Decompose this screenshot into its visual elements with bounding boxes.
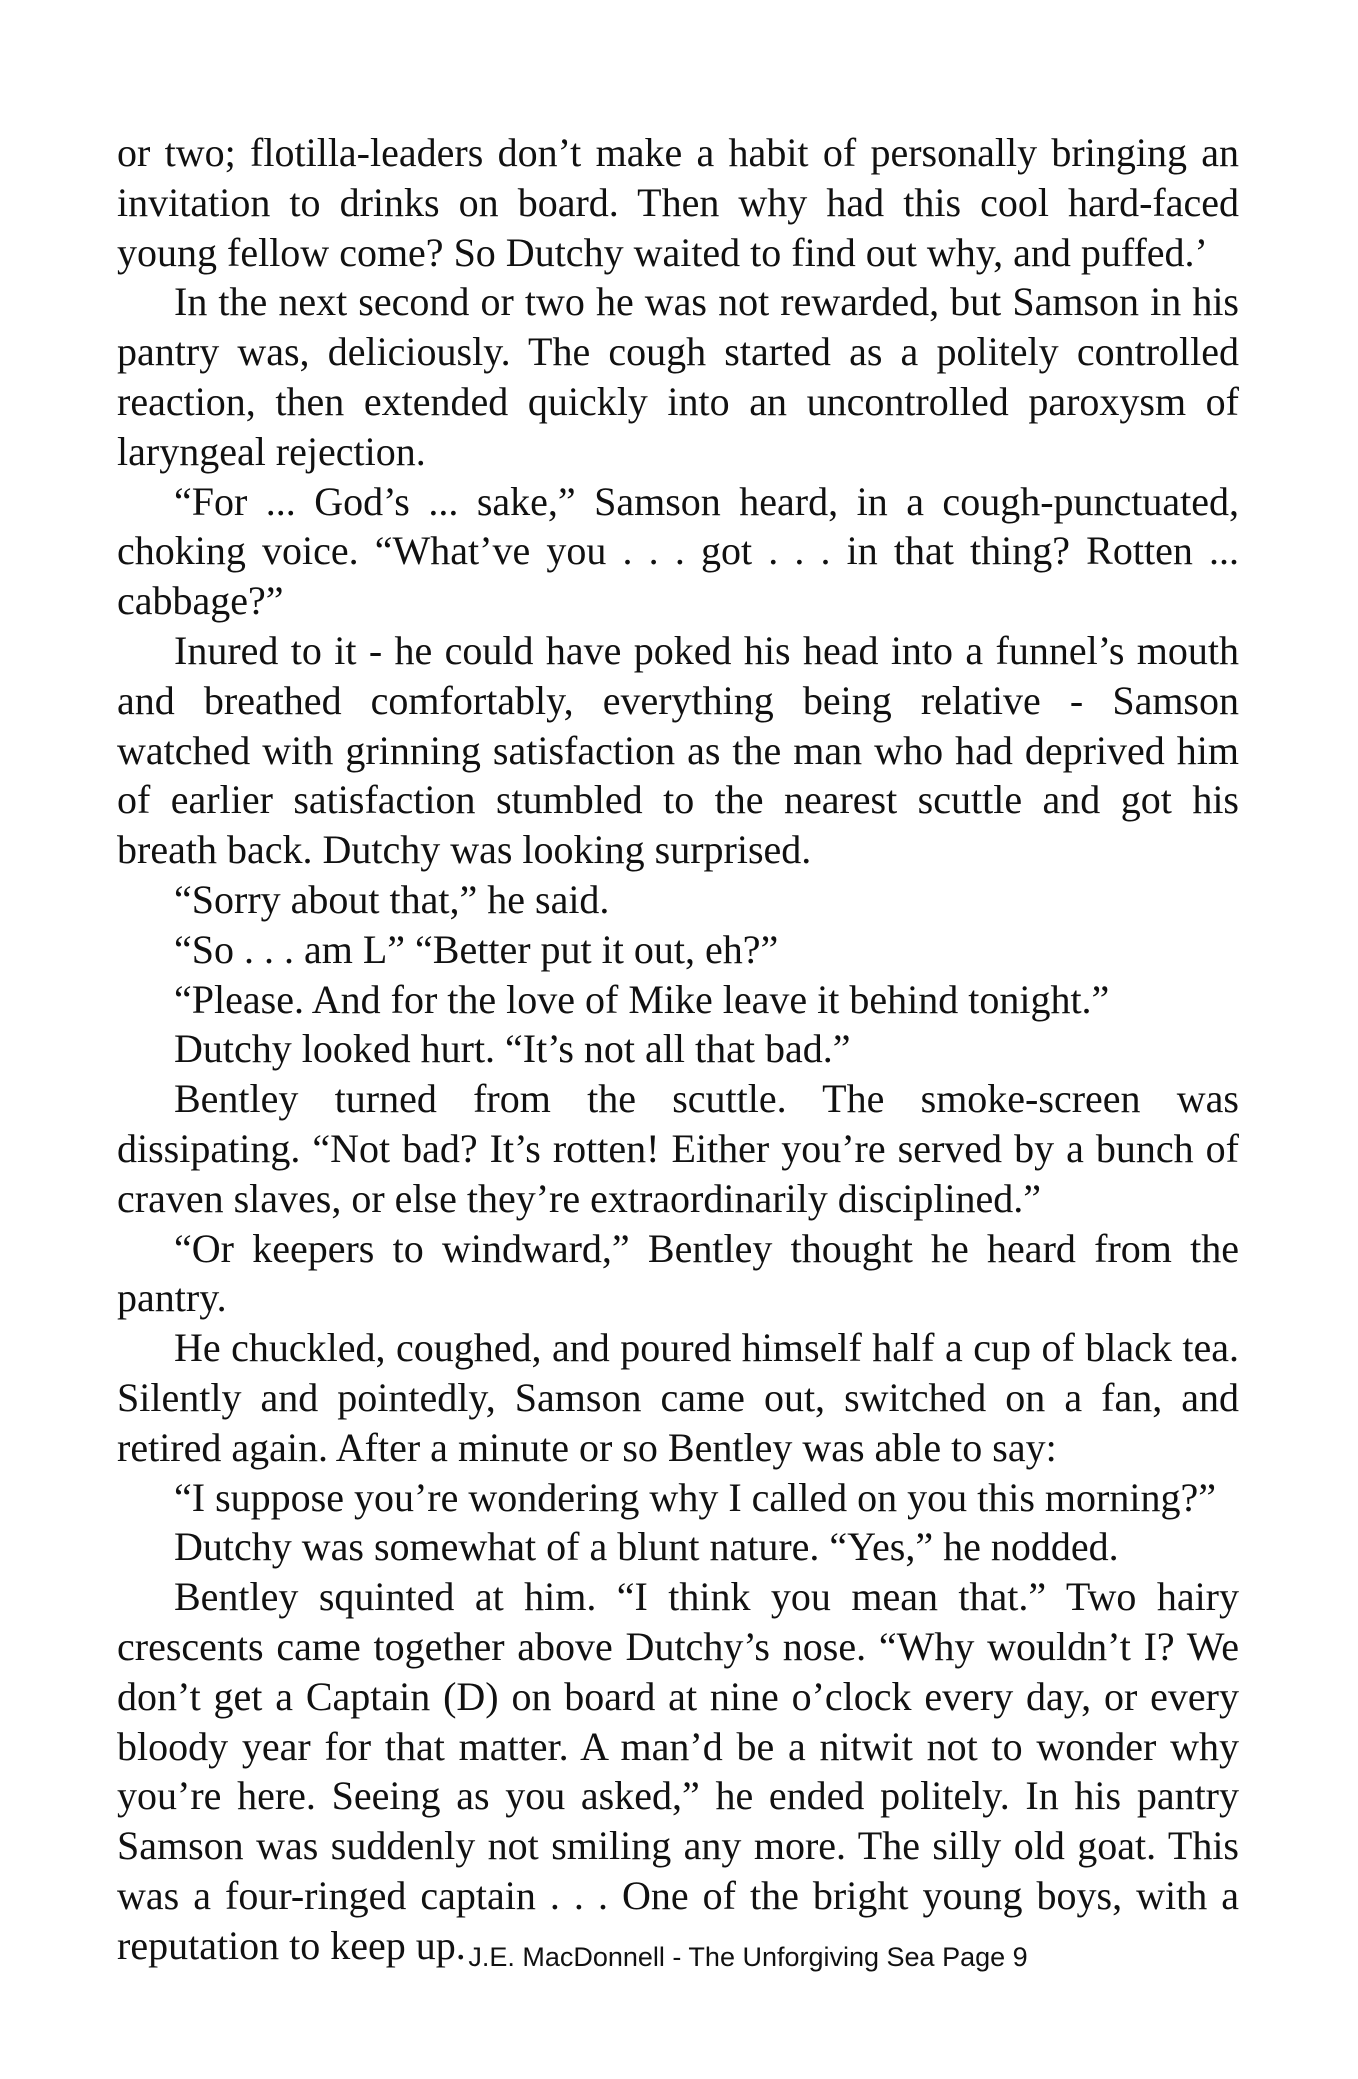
paragraph: Dutchy looked hurt. “It’s not all that bad.” xyxy=(174,1026,851,1072)
paragraph: “Or keepers to windward,” Bentley thought he heard from the pantry. xyxy=(117,1225,1239,1321)
paragraph: Bentley turned from the scuttle. The smoke-screen was dissipating. “Not bad? It’s rotten! Either you’re served by a bunch of craven slaves, or else they’re extraordinarily disciplined.” xyxy=(117,1076,1239,1221)
paragraph: “Sorry about that,” he said. xyxy=(174,876,610,922)
paragraph: Inured to it - he could have poked his head into a funnel’s mouth and breathed comfortably, everything being relative - Samson watched with grinning satisfaction as the man who had deprived him of earlier satisfaction stumbled to the nearest scuttle and got his breath back. Dutchy was looking surprised. xyxy=(117,627,1239,873)
paragraph: Dutchy was somewhat of a blunt nature. “Yes,” he nodded. xyxy=(174,1524,1119,1570)
paragraph: “I suppose you’re wondering why I called on you this morning?” xyxy=(174,1474,1216,1520)
paragraph: or two; flotilla-leaders don’t make a habit of personally bringing an invitation to drinks on board. Then why had this cool hard-faced young fellow come? So Dutchy waited to find out why, and puffed.’ xyxy=(117,130,1239,275)
page-footer: J.E. MacDonnell - The Unforgiving Sea Page 9 xyxy=(468,1942,1028,1972)
paragraph: In the next second or two he was not rewarded, but Samson in his pantry was, deliciously. The cough started as a politely controlled reaction, then extended quickly into an uncontrolled paroxysm of laryngeal rejection. xyxy=(117,279,1239,474)
paragraph: “For ... God’s ... sake,” Samson heard, in a cough-punctuated, choking voice. “What’ve you . . . got . . . in that thing? Rotten ... cabbage?” xyxy=(117,478,1239,624)
paragraph: He chuckled, coughed, and poured himself half a cup of black tea. Silently and pointedly, Samson came out, switched on a fan, and retired again. After a minute or so Bentley was able to say: xyxy=(117,1325,1239,1470)
paragraph: Bentley squinted at him. “I think you mean that.” Two hairy crescents came together above Dutchy’s nose. “Why wouldn’t I? We don’t get a Captain (D) on board at nine o’clock every day, or every bloody year for that matter. A man’d be a nitwit not to wonder why you’re here. Seeing as you asked,” he ended politely. In his pantry Samson was suddenly not smiling any more. The silly old goat. This was a four-ringed captain . . . One of the bright young boys, with a reputation to keep up. xyxy=(117,1574,1239,1968)
body-text xyxy=(117,128,1239,1970)
paragraph: “Please. And for the love of Mike leave it behind tonight.” xyxy=(174,976,1110,1022)
paragraph: “So . . . am L” “Better put it out, eh?” xyxy=(174,926,779,972)
